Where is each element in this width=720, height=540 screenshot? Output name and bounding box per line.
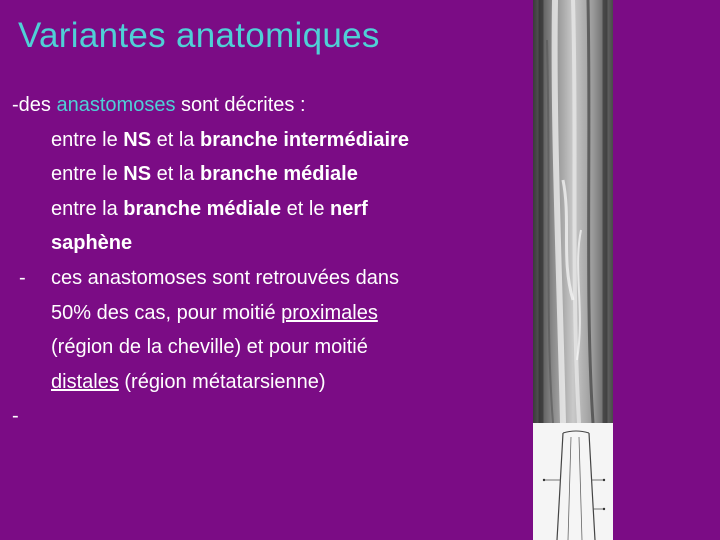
item-text: entre la bbox=[51, 197, 124, 220]
second-bullet-line bbox=[12, 296, 522, 331]
list-item-continuation: saphène bbox=[51, 232, 133, 255]
item-bold: branche médiale bbox=[123, 197, 282, 220]
slide-body bbox=[12, 88, 522, 434]
slide-title: Variantes anatomiques bbox=[18, 16, 380, 55]
item-bold: nerf bbox=[330, 197, 368, 220]
second-text: (région métatarsienne) bbox=[118, 370, 326, 393]
intro-line bbox=[12, 88, 522, 123]
third-bullet-line bbox=[12, 399, 522, 434]
proximales-term: proximales bbox=[281, 301, 378, 324]
intro-tail: sont décrites : bbox=[175, 94, 306, 116]
second-bullet-line bbox=[12, 365, 522, 400]
intro-lead: des bbox=[18, 94, 57, 116]
second-bullet-line: (région de la cheville) et pour moitié bbox=[51, 336, 368, 359]
bullet-dash: - bbox=[12, 94, 19, 116]
list-item bbox=[12, 123, 522, 158]
item-bold: NS bbox=[123, 163, 152, 186]
item-text: entre le bbox=[51, 128, 124, 151]
item-text: entre le bbox=[51, 163, 124, 186]
item-bold: branche intermédiaire bbox=[199, 128, 409, 151]
item-bold: branche médiale bbox=[199, 163, 358, 186]
list-item bbox=[12, 157, 522, 192]
second-text: 50% des cas, pour moitié bbox=[51, 301, 282, 324]
bullet-dash: - bbox=[19, 266, 26, 289]
second-text: ces anastomoses sont retrouvées dans bbox=[51, 266, 399, 289]
item-text: et le bbox=[281, 197, 331, 220]
second-bullet-line bbox=[12, 261, 522, 296]
bullet-dash: - bbox=[12, 405, 19, 428]
item-text: et la bbox=[151, 128, 200, 151]
line-drawing-graphic bbox=[533, 423, 613, 540]
anatomy-line-drawing bbox=[533, 423, 613, 540]
list-item bbox=[12, 192, 522, 227]
item-bold: NS bbox=[123, 128, 152, 151]
anatomy-dissection-photo bbox=[533, 0, 613, 423]
anastomoses-term: anastomoses bbox=[56, 94, 176, 116]
dissection-photo-graphic bbox=[533, 0, 613, 423]
item-text: et la bbox=[151, 163, 200, 186]
distales-term: distales bbox=[51, 370, 119, 393]
